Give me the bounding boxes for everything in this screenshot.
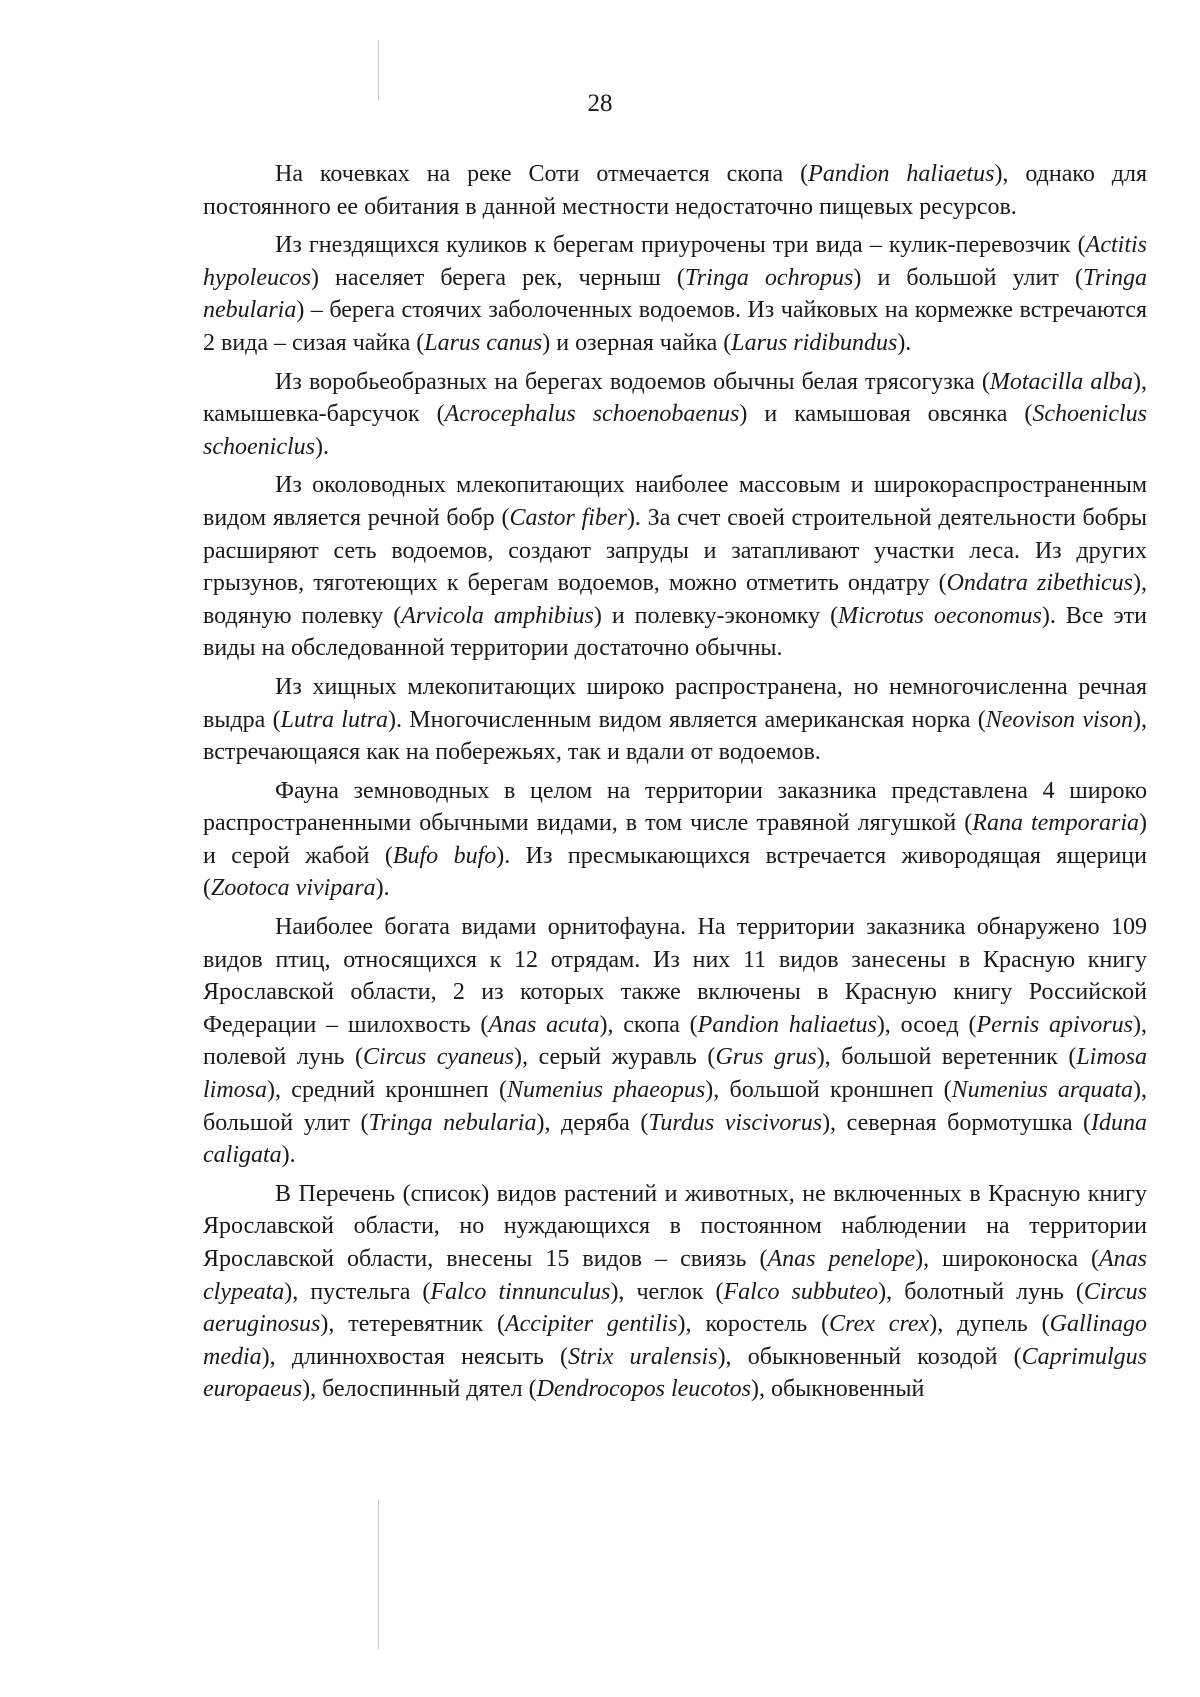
species-latin-name: Neovison vison (985, 706, 1133, 733)
species-latin-name: Anas clypeata (203, 1246, 1147, 1305)
text-run: ). (281, 1142, 296, 1169)
text-run: ), белоспинный дятел ( (302, 1376, 537, 1403)
text-run: ). За счет своей строительной деятельности бобры расширяют сеть водоемов, создают запруды и затапливают участки леса. Из других грызунов, тяготеющих к берегам водоемов, можно отметить ондатру ( (203, 504, 1148, 597)
text-run: ), полевой лунь ( (203, 1011, 1147, 1071)
species-latin-name: Tringa ochropus (684, 264, 854, 291)
paragraph (203, 911, 1147, 1172)
text-run: ) и камышовая овсянка ( (739, 401, 1033, 428)
text-run: ) и серой жабой ( (203, 810, 1147, 869)
text-run: ). (375, 875, 390, 902)
species-latin-name: Dendrocopos leucotos (536, 1376, 751, 1403)
text-run: ), тетеревятник ( (320, 1311, 505, 1338)
text-run: ). (314, 433, 329, 460)
text-run: ), коростель ( (677, 1311, 830, 1338)
species-latin-name: Strix uralensis (568, 1343, 718, 1370)
text-run: Фауна земноводных в целом на территории заказника представлена 4 широко распространенными обычными видами, в том числе травяной лягушкой ( (203, 777, 1147, 837)
body-text (203, 158, 1147, 1406)
text-run: Из околоводных млекопитающих наиболее массовым и широкораспространенным видом является речной бобр ( (203, 472, 1147, 531)
text-run: Из хищных млекопитающих широко распространена, но немногочисленна речная выдра ( (203, 673, 1147, 733)
text-run: ), чеглок ( (610, 1278, 724, 1305)
species-latin-name: Circus aeruginosus (203, 1278, 1148, 1338)
text-run: ), длиннохвостая неясыть ( (261, 1343, 569, 1370)
text-run: На кочевках на реке Соти отмечается скопа ( (275, 161, 809, 187)
text-run: ) населяет берега рек, черныш ( (310, 264, 685, 291)
paragraph (203, 671, 1147, 769)
text-run: ), водяную полевку ( (203, 570, 1147, 629)
scan-artifact-line (378, 1500, 379, 1650)
text-run: ), широконоска ( (915, 1246, 1099, 1272)
text-run: ) и большой улит ( (853, 264, 1083, 291)
species-latin-name: Turdus viscivorus (648, 1109, 823, 1136)
page-number: 28 (587, 90, 613, 117)
text-run: ) и полевку-экономку ( (593, 602, 839, 629)
species-latin-name: Arvicola amphibius (401, 602, 594, 629)
species-latin-name: Tringa nebularia (203, 264, 1147, 324)
text-run: Из гнездящихся куликов к берегам приурочены три вида – кулик-перевозчик ( (275, 232, 1086, 259)
species-latin-name: Crex crex (829, 1311, 930, 1338)
text-run: ) – берега стоячих заболоченных водоемов. Из чайковых на кормежке встречаются 2 вида – сизая чайка ( (203, 297, 1147, 356)
species-latin-name: Bufo bufo (392, 842, 497, 869)
species-latin-name: Rana temporaria (972, 810, 1139, 837)
text-run: ), деряба ( (536, 1109, 649, 1136)
paragraph (203, 366, 1147, 464)
species-latin-name: Larus canus (424, 329, 543, 356)
text-run: ), большой веретенник ( (816, 1044, 1077, 1071)
species-latin-name: Numenius arquata (951, 1077, 1134, 1104)
text-run: ). Из пресмыкающихся встречается живородящая ящерици ( (203, 842, 1147, 902)
species-latin-name: Anas penelope (767, 1246, 916, 1272)
text-run: ), болотный лунь ( (878, 1278, 1084, 1305)
text-run: ), обыкновенный (750, 1376, 925, 1403)
text-run: ), осоед ( (876, 1011, 977, 1038)
text-run: ), скопа ( (599, 1011, 698, 1038)
paragraph (203, 775, 1147, 905)
species-latin-name: Circus cyaneus (363, 1044, 515, 1071)
text-run: В Перечень (список) видов растений и животных, не включенных в Красную книгу Ярославской области, но нуждающихся в постоянном наблюдении на территории Ярославской области, внесены 15 видов – свиязь ( (203, 1180, 1147, 1272)
species-latin-name: Gallinago media (203, 1311, 1147, 1370)
text-run: ). (897, 329, 912, 356)
species-latin-name: Accipiter gentilis (504, 1311, 678, 1338)
text-run: ), северная бормотушка ( (822, 1109, 1092, 1136)
text-run: ), большой улит ( (203, 1077, 1148, 1136)
text-run: ), большой кроншнеп ( (705, 1077, 952, 1104)
species-latin-name: Limosa limosa (203, 1044, 1147, 1104)
species-latin-name: Castor fiber (509, 504, 627, 531)
species-latin-name: Falco tinnunculus (430, 1278, 611, 1305)
text-run: ), встречающаяся как на побережьях, так и вдали от водоемов. (203, 706, 1147, 766)
species-latin-name: Pandion haliaetus (697, 1011, 877, 1038)
paragraph (203, 1178, 1147, 1406)
text-run: ), средний кроншнеп ( (267, 1077, 507, 1104)
paragraph (203, 158, 1147, 223)
species-latin-name: Iduna caligata (203, 1109, 1148, 1169)
text-run: ), дупель ( (929, 1311, 1050, 1338)
text-run: ), обыкновенный козодой ( (717, 1343, 1022, 1370)
species-latin-name: Ondatra zibethicus (946, 570, 1133, 597)
text-run: ). Многочисленным видом является американская норка ( (387, 706, 986, 733)
text-run: ), камышевка-барсучок ( (203, 368, 1147, 428)
species-latin-name: Schoeniclus schoeniclus (203, 401, 1147, 460)
text-run: ) и озерная чайка ( (542, 329, 732, 356)
text-run: ), пустельга ( (284, 1278, 431, 1305)
paragraph (203, 229, 1147, 359)
text-run: ), серый журавль ( (514, 1044, 716, 1071)
species-latin-name: Caprimulgus europaeus (203, 1343, 1147, 1403)
species-latin-name: Larus ridibundus (731, 329, 898, 356)
species-latin-name: Motacilla alba (989, 368, 1133, 395)
text-run: Из воробьеобразных на берегах водоемов обычны белая трясогузка ( (275, 368, 990, 395)
species-latin-name: Numenius phaeopus (506, 1077, 706, 1104)
species-latin-name: Falco subbuteo (723, 1278, 879, 1305)
species-latin-name: Zootoca vivipara (211, 875, 376, 902)
text-run: ), однако для постоянного ее обитания в данной местности недостаточно пищевых ресурсов. (203, 161, 1148, 220)
species-latin-name: Pandion haliaetus (808, 161, 995, 187)
text-run: Наиболее богата видами орнитофауна. На территории заказника обнаружено 109 видов птиц, относящихся к 12 отрядам. Из них 11 видов занесены в Красную книгу Ярославской области, 2 из которых также включены в Красную книгу Российской Федерации – шилохвость ( (203, 914, 1147, 1038)
species-latin-name: Lutra lutra (280, 706, 388, 733)
species-latin-name: Tringa nebularia (368, 1109, 537, 1136)
species-latin-name: Grus grus (715, 1044, 817, 1071)
species-latin-name: Anas acuta (488, 1011, 600, 1038)
paragraph (203, 469, 1147, 665)
species-latin-name: Pernis apivorus (976, 1011, 1133, 1038)
text-run: ). Все эти виды на обследованной территории достаточно обычны. (203, 602, 1148, 662)
species-latin-name: Acrocephalus schoenobaenus (444, 401, 740, 428)
species-latin-name: Microtus oeconomus (838, 602, 1042, 629)
species-latin-name: Actitis hypoleucos (203, 232, 1147, 291)
